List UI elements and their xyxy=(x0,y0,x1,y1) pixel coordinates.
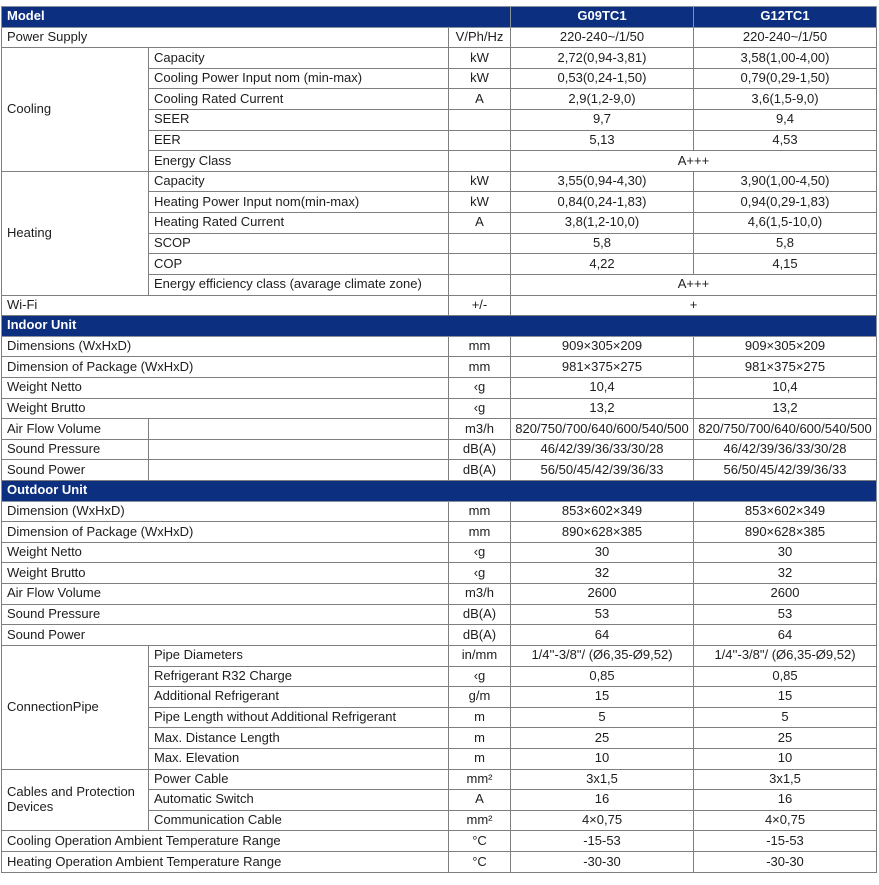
wifi-row xyxy=(2,295,877,316)
value-cell-g12tc1: -15-53 xyxy=(694,831,877,852)
spec-label-cell: Pipe Length without Additional Refrigerant xyxy=(149,707,449,728)
value-cell-g12tc1: 15 xyxy=(694,687,877,708)
value-cell-g12tc1: 981×375×275 xyxy=(694,357,877,378)
value-cell-g09tc1: 820/750/700/640/600/540/500 xyxy=(511,419,694,440)
value-cell-g09tc1: 15 xyxy=(511,687,694,708)
value-cell-g09tc1: 2,72(0,94-3,81) xyxy=(511,48,694,69)
unit-cell xyxy=(449,130,511,151)
empty-cell xyxy=(149,439,449,460)
spec-label-cell: Weight Brutto xyxy=(2,398,449,419)
unit-cell: m xyxy=(449,707,511,728)
spec-label-cell: Sound Power xyxy=(2,625,449,646)
value-cell-g12tc1: 0,85 xyxy=(694,666,877,687)
spec-label-cell: Air Flow Volume xyxy=(2,584,449,605)
value-cell-g09tc1: 3,8(1,2-10,0) xyxy=(511,213,694,234)
value-cell-g12tc1: 9,4 xyxy=(694,110,877,131)
spec-label-cell: Energy Class xyxy=(149,151,449,172)
unit-cell xyxy=(449,110,511,131)
model-header-label: Model xyxy=(2,7,511,28)
unit-cell: m xyxy=(449,728,511,749)
unit-cell: kW xyxy=(449,68,511,89)
unit-cell: °C xyxy=(449,851,511,872)
value-cell-g12tc1: 13,2 xyxy=(694,398,877,419)
value-cell-g12tc1: 3x1,5 xyxy=(694,769,877,790)
empty-cell xyxy=(149,419,449,440)
value-cell-g09tc1: 981×375×275 xyxy=(511,357,694,378)
spec-label-cell: Capacity xyxy=(149,48,449,69)
value-cell-g12tc1: 3,90(1,00-4,50) xyxy=(694,171,877,192)
unit-cell xyxy=(449,151,511,172)
value-cell-g09tc1: 9,7 xyxy=(511,110,694,131)
value-cell-both-models: A+++ xyxy=(511,274,877,295)
outdoor-dimension-row xyxy=(2,501,877,522)
outdoor-package-dimension-row xyxy=(2,522,877,543)
heating-capacity-row xyxy=(2,171,877,192)
cooling-capacity-row xyxy=(2,48,877,69)
unit-cell: mm² xyxy=(449,810,511,831)
value-cell-g09tc1: 56/50/45/42/39/36/33 xyxy=(511,460,694,481)
unit-cell: A xyxy=(449,790,511,811)
spec-label-cell: COP xyxy=(149,254,449,275)
value-cell-g12tc1: 46/42/39/36/33/30/28 xyxy=(694,439,877,460)
heating-ambient-range-row xyxy=(2,851,877,872)
value-cell-g09tc1: 30 xyxy=(511,542,694,563)
unit-cell: +/- xyxy=(449,295,511,316)
value-cell-g12tc1: 56/50/45/42/39/36/33 xyxy=(694,460,877,481)
indoor-dimensions-row xyxy=(2,336,877,357)
outdoor-weight-netto-row xyxy=(2,542,877,563)
value-cell-g09tc1: 5 xyxy=(511,707,694,728)
spec-label-cell: Refrigerant R32 Charge xyxy=(149,666,449,687)
indoor-unit-section-row xyxy=(2,316,877,337)
spec-label-cell: Power Cable xyxy=(149,769,449,790)
value-cell-g12tc1: 5 xyxy=(694,707,877,728)
spec-label-cell: Pipe Diameters xyxy=(149,645,449,666)
spec-label-cell: Max. Elevation xyxy=(149,748,449,769)
indoor-sound-pressure-row xyxy=(2,439,877,460)
value-cell-g12tc1: 30 xyxy=(694,542,877,563)
unit-cell: mm² xyxy=(449,769,511,790)
unit-cell: mm xyxy=(449,357,511,378)
value-cell-g09tc1: 13,2 xyxy=(511,398,694,419)
spec-label-cell: Communication Cable xyxy=(149,810,449,831)
value-cell-g12tc1: 3,58(1,00-4,00) xyxy=(694,48,877,69)
unit-cell: m3/h xyxy=(449,419,511,440)
group-label-cooling: Cooling xyxy=(2,48,149,172)
value-cell-g12tc1: 820/750/700/640/600/540/500 xyxy=(694,419,877,440)
spec-label-cell: Additional Refrigerant xyxy=(149,687,449,708)
spec-label-cell: Dimension of Package (WxHxD) xyxy=(2,522,449,543)
pipe-diameters-row xyxy=(2,645,877,666)
spec-table xyxy=(1,6,877,873)
indoor-air-flow-row xyxy=(2,419,877,440)
value-cell-g09tc1: 10 xyxy=(511,748,694,769)
unit-cell: A xyxy=(449,89,511,110)
unit-cell: ‹g xyxy=(449,377,511,398)
section-header-outdoor-unit: Outdoor Unit xyxy=(2,481,877,502)
value-cell-g09tc1: 5,8 xyxy=(511,233,694,254)
value-cell-g12tc1: 5,8 xyxy=(694,233,877,254)
spec-label-cell: Dimension of Package (WxHxD) xyxy=(2,357,449,378)
value-cell-g09tc1: 25 xyxy=(511,728,694,749)
value-cell-g12tc1: 32 xyxy=(694,563,877,584)
outdoor-sound-power-row xyxy=(2,625,877,646)
spec-label-cell: Weight Netto xyxy=(2,542,449,563)
value-cell-g09tc1: 0,53(0,24-1,50) xyxy=(511,68,694,89)
value-cell-g09tc1: 5,13 xyxy=(511,130,694,151)
value-cell-g12tc1: 4,6(1,5-10,0) xyxy=(694,213,877,234)
spec-label-cell: Sound Power xyxy=(2,460,149,481)
indoor-weight-netto-row xyxy=(2,377,877,398)
unit-cell: g/m xyxy=(449,687,511,708)
spec-label-cell: Cooling Rated Current xyxy=(149,89,449,110)
value-cell-g12tc1: 909×305×209 xyxy=(694,336,877,357)
spec-label-cell: Dimensions (WxHxD) xyxy=(2,336,449,357)
value-cell-g12tc1: 16 xyxy=(694,790,877,811)
model-name-g09tc1: G09TC1 xyxy=(511,7,694,28)
spec-label-cell: Max. Distance Length xyxy=(149,728,449,749)
unit-cell: kW xyxy=(449,171,511,192)
group-label-cables: Cables and Protection Devices xyxy=(2,769,149,831)
indoor-sound-power-row xyxy=(2,460,877,481)
outdoor-unit-section-row xyxy=(2,481,877,502)
value-cell-g12tc1: 64 xyxy=(694,625,877,646)
section-header-indoor-unit: Indoor Unit xyxy=(2,316,877,337)
spec-label-cell: Wi-Fi xyxy=(2,295,449,316)
table-header-row xyxy=(2,7,877,28)
spec-label-cell: Sound Pressure xyxy=(2,439,149,460)
unit-cell: ‹g xyxy=(449,563,511,584)
value-cell-g12tc1: 0,94(0,29-1,83) xyxy=(694,192,877,213)
value-cell-g09tc1: 909×305×209 xyxy=(511,336,694,357)
power-supply-row xyxy=(2,27,877,48)
value-cell-g12tc1: 4×0,75 xyxy=(694,810,877,831)
unit-cell: mm xyxy=(449,501,511,522)
spec-label-cell: Heating Rated Current xyxy=(149,213,449,234)
value-cell-g12tc1: 10,4 xyxy=(694,377,877,398)
spec-label-cell: Automatic Switch xyxy=(149,790,449,811)
value-cell-g09tc1: 16 xyxy=(511,790,694,811)
value-cell-g09tc1: 0,84(0,24-1,83) xyxy=(511,192,694,213)
value-cell-g09tc1: 4×0,75 xyxy=(511,810,694,831)
spec-label-cell: Power Supply xyxy=(2,27,449,48)
value-cell-g09tc1: 32 xyxy=(511,563,694,584)
value-cell-g12tc1: 4,53 xyxy=(694,130,877,151)
unit-cell: m3/h xyxy=(449,584,511,605)
value-cell-g09tc1: 220-240~/1/50 xyxy=(511,27,694,48)
spec-label-cell: Weight Netto xyxy=(2,377,449,398)
unit-cell: mm xyxy=(449,522,511,543)
value-cell-both-models: + xyxy=(511,295,877,316)
value-cell-g09tc1: -30-30 xyxy=(511,851,694,872)
value-cell-g09tc1: 1/4''-3/8"/ (Ø6,35-Ø9,52) xyxy=(511,645,694,666)
spec-label-cell: Heating Power Input nom(min-max) xyxy=(149,192,449,213)
outdoor-weight-brutto-row xyxy=(2,563,877,584)
unit-cell: ‹g xyxy=(449,542,511,563)
outdoor-air-flow-row xyxy=(2,584,877,605)
value-cell-g12tc1: 4,15 xyxy=(694,254,877,275)
value-cell-g12tc1: 53 xyxy=(694,604,877,625)
unit-cell xyxy=(449,274,511,295)
value-cell-g09tc1: -15-53 xyxy=(511,831,694,852)
group-label-heating: Heating xyxy=(2,171,149,295)
unit-cell: ‹g xyxy=(449,398,511,419)
value-cell-g09tc1: 2600 xyxy=(511,584,694,605)
value-cell-g09tc1: 46/42/39/36/33/30/28 xyxy=(511,439,694,460)
spec-label-cell: Weight Brutto xyxy=(2,563,449,584)
value-cell-g09tc1: 890×628×385 xyxy=(511,522,694,543)
value-cell-g12tc1: 25 xyxy=(694,728,877,749)
value-cell-g09tc1: 2,9(1,2-9,0) xyxy=(511,89,694,110)
value-cell-g09tc1: 853×602×349 xyxy=(511,501,694,522)
value-cell-g12tc1: 1/4''-3/8"/ (Ø6,35-Ø9,52) xyxy=(694,645,877,666)
spec-label-cell: Cooling Power Input nom (min-max) xyxy=(149,68,449,89)
outdoor-sound-pressure-row xyxy=(2,604,877,625)
value-cell-g12tc1: 2600 xyxy=(694,584,877,605)
empty-cell xyxy=(149,460,449,481)
unit-cell: m xyxy=(449,748,511,769)
spec-label-cell: Energy efficiency class (avarage climate zone) xyxy=(149,274,449,295)
value-cell-g12tc1: 0,79(0,29-1,50) xyxy=(694,68,877,89)
value-cell-g12tc1: 3,6(1,5-9,0) xyxy=(694,89,877,110)
power-cable-row xyxy=(2,769,877,790)
unit-cell: dB(A) xyxy=(449,625,511,646)
value-cell-g12tc1: 890×628×385 xyxy=(694,522,877,543)
unit-cell: V/Ph/Hz xyxy=(449,27,511,48)
value-cell-g09tc1: 4,22 xyxy=(511,254,694,275)
value-cell-g09tc1: 3x1,5 xyxy=(511,769,694,790)
group-label-connection-pipe: ConnectionPipe xyxy=(2,645,149,769)
value-cell-both-models: A+++ xyxy=(511,151,877,172)
spec-label-cell: EER xyxy=(149,130,449,151)
unit-cell: kW xyxy=(449,48,511,69)
value-cell-g12tc1: 10 xyxy=(694,748,877,769)
spec-label-cell: Sound Pressure xyxy=(2,604,449,625)
value-cell-g09tc1: 64 xyxy=(511,625,694,646)
unit-cell: °C xyxy=(449,831,511,852)
spec-label-cell: Cooling Operation Ambient Temperature Range xyxy=(2,831,449,852)
unit-cell xyxy=(449,254,511,275)
spec-label-cell: Heating Operation Ambient Temperature Range xyxy=(2,851,449,872)
value-cell-g09tc1: 0,85 xyxy=(511,666,694,687)
cooling-ambient-range-row xyxy=(2,831,877,852)
model-name-g12tc1: G12TC1 xyxy=(694,7,877,28)
spec-label-cell: Dimension (WxHxD) xyxy=(2,501,449,522)
unit-cell: dB(A) xyxy=(449,604,511,625)
unit-cell xyxy=(449,233,511,254)
spec-label-cell: SEER xyxy=(149,110,449,131)
unit-cell: kW xyxy=(449,192,511,213)
value-cell-g12tc1: 853×602×349 xyxy=(694,501,877,522)
unit-cell: in/mm xyxy=(449,645,511,666)
unit-cell: dB(A) xyxy=(449,439,511,460)
spec-label-cell: SCOP xyxy=(149,233,449,254)
unit-cell: dB(A) xyxy=(449,460,511,481)
value-cell-g09tc1: 10,4 xyxy=(511,377,694,398)
unit-cell: mm xyxy=(449,336,511,357)
value-cell-g09tc1: 53 xyxy=(511,604,694,625)
unit-cell: ‹g xyxy=(449,666,511,687)
unit-cell: A xyxy=(449,213,511,234)
value-cell-g12tc1: -30-30 xyxy=(694,851,877,872)
indoor-package-dimensions-row xyxy=(2,357,877,378)
indoor-weight-brutto-row xyxy=(2,398,877,419)
spec-label-cell: Air Flow Volume xyxy=(2,419,149,440)
value-cell-g09tc1: 3,55(0,94-4,30) xyxy=(511,171,694,192)
value-cell-g12tc1: 220-240~/1/50 xyxy=(694,27,877,48)
spec-label-cell: Capacity xyxy=(149,171,449,192)
